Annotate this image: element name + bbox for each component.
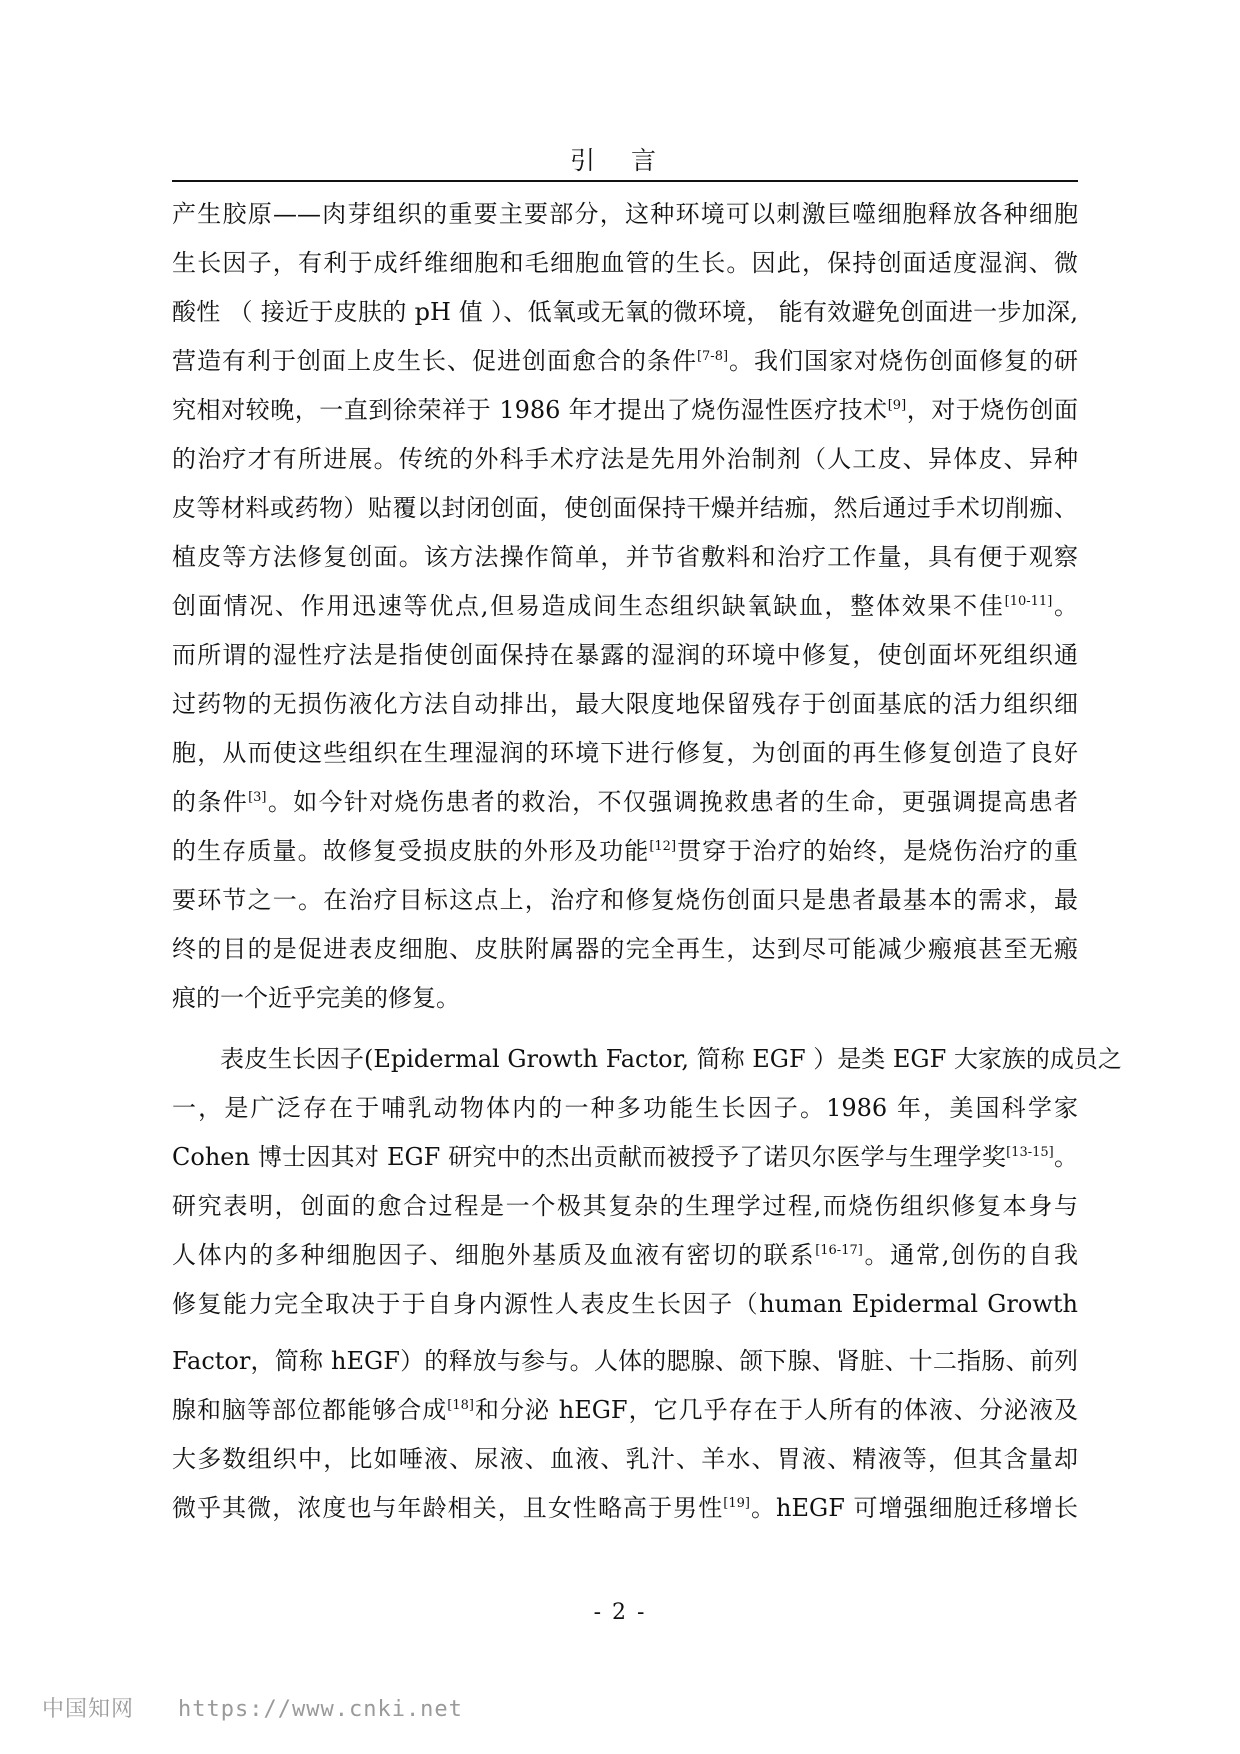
text-line: 痕的一个近乎完美的修复。 <box>172 984 460 1012</box>
text-line: 过药物的无损伤液化方法自动排出，最大限度地保留残存于创面基底的活力组织细 <box>172 690 1078 718</box>
text-line: 的治疗才有所进展。传统的外科手术疗法是先用外治制剂（人工皮、异体皮、异种 <box>172 445 1078 473</box>
text-line: 酸性 （ 接近于皮肤的 pH 值 ）、低氧或无氧的微环境， 能有效避免创面进一步加深, <box>172 298 1078 326</box>
citation-ref: [10-11] <box>1004 594 1053 609</box>
text-line: 要环节之一。在治疗目标这点上，治疗和修复烧伤创面只是患者最基本的需求，最 <box>172 886 1078 914</box>
watermark-site-name: 中国知网 <box>42 1697 135 1722</box>
page-number: - 2 - <box>593 1600 647 1625</box>
text-line: 创面情况、作用迅速等优点,但易造成间生态组织缺氧缺血，整体效果不佳[10-11]。 <box>172 592 1078 620</box>
text-line: 修复能力完全取决于于自身内源性人表皮生长因子（human Epidermal Growth <box>172 1290 1078 1318</box>
text-line: 植皮等方法修复创面。该方法操作简单，并节省敷料和治疗工作量，具有便于观察 <box>172 543 1078 571</box>
text-line: 人体内的多种细胞因子、细胞外基质及血液有密切的联系[16-17]。通常,创伤的自我 <box>172 1241 1078 1269</box>
text-line: Factor，简称 hEGF）的释放与参与。人体的腮腺、颌下腺、肾脏、十二指肠、前列 <box>172 1347 1078 1375</box>
document-body <box>172 190 1122 1533</box>
paragraph-wound-healing <box>172 190 1078 1023</box>
text-line: 生长因子，有利于成纤维细胞和毛细胞血管的生长。因此，保持创面适度湿润、微 <box>172 249 1078 277</box>
page-header-title: 引 言 <box>570 146 670 175</box>
citation-ref: [12] <box>649 839 677 854</box>
text-line: 一，是广泛存在于哺乳动物体内的一种多功能生长因子。1986 年，美国科学家 <box>172 1094 1078 1122</box>
citation-ref: [3] <box>248 790 267 805</box>
text-line: 究相对较晚，一直到徐荣祥于 1986 年才提出了烧伤湿性医疗技术[9]，对于烧伤创面 <box>172 396 1079 424</box>
text-line: 研究表明，创面的愈合过程是一个极其复杂的生理学过程,而烧伤组织修复本身与 <box>172 1192 1078 1220</box>
text-line: Cohen 博士因其对 EGF 研究中的杰出贡献而被授予了诺贝尔医学与生理学奖[13-15]。 <box>172 1143 1078 1171</box>
text-line: 的条件[3]。如今针对烧伤患者的救治，不仅强调挽救患者的生命，更强调提高患者 <box>172 788 1078 816</box>
text-line: 大多数组织中，比如唾液、尿液、血液、乳汁、羊水、胃液、精液等，但其含量却 <box>172 1445 1078 1473</box>
text-line: 微乎其微，浓度也与年龄相关，且女性略高于男性[19]。hEGF 可增强细胞迁移增长 <box>172 1494 1078 1522</box>
text-line: 终的目的是促进表皮细胞、皮肤附属器的完全再生，达到尽可能减少瘢痕甚至无瘢 <box>172 935 1078 963</box>
text-line: 而所谓的湿性疗法是指使创面保持在暴露的湿润的环境中修复，使创面坏死组织通 <box>172 641 1078 669</box>
paragraph-egf <box>172 1035 1122 1533</box>
citation-ref: [13-15] <box>1006 1145 1054 1160</box>
citation-ref: [7-8] <box>696 349 729 364</box>
text-line: 产生胶原——肉芽组织的重要主要部分，这种环境可以刺激巨噬细胞释放各种细胞 <box>172 200 1078 228</box>
header-divider <box>172 180 1078 182</box>
citation-ref: [18] <box>447 1398 474 1413</box>
text-line: 胞，从而使这些组织在生理湿润的环境下进行修复，为创面的再生修复创造了良好 <box>172 739 1078 767</box>
text-line: 皮等材料或药物）贴覆以封闭创面，使创面保持干燥并结痂，然后通过手术切削痂、 <box>172 494 1078 522</box>
text-line: 营造有利于创面上皮生长、促进创面愈合的条件[7-8]。我们国家对烧伤创面修复的研 <box>172 347 1078 375</box>
text-line: 表皮生长因子(Epidermal Growth Factor, 简称 EGF ）是类 EGF 大家族的成员之 <box>220 1045 1122 1073</box>
citation-ref: [19] <box>723 1496 750 1511</box>
text-line: 的生存质量。故修复受损皮肤的外形及功能[12]贯穿于治疗的始终，是烧伤治疗的重 <box>172 837 1079 865</box>
watermark-url: https://www.cnki.net <box>178 1697 463 1722</box>
text-line: 腺和脑等部位都能够合成[18]和分泌 hEGF，它几乎存在于人所有的体液、分泌液及 <box>172 1396 1079 1424</box>
citation-ref: [16-17] <box>815 1243 863 1258</box>
cnki-watermark <box>42 1692 463 1723</box>
citation-ref: [9] <box>887 398 907 413</box>
